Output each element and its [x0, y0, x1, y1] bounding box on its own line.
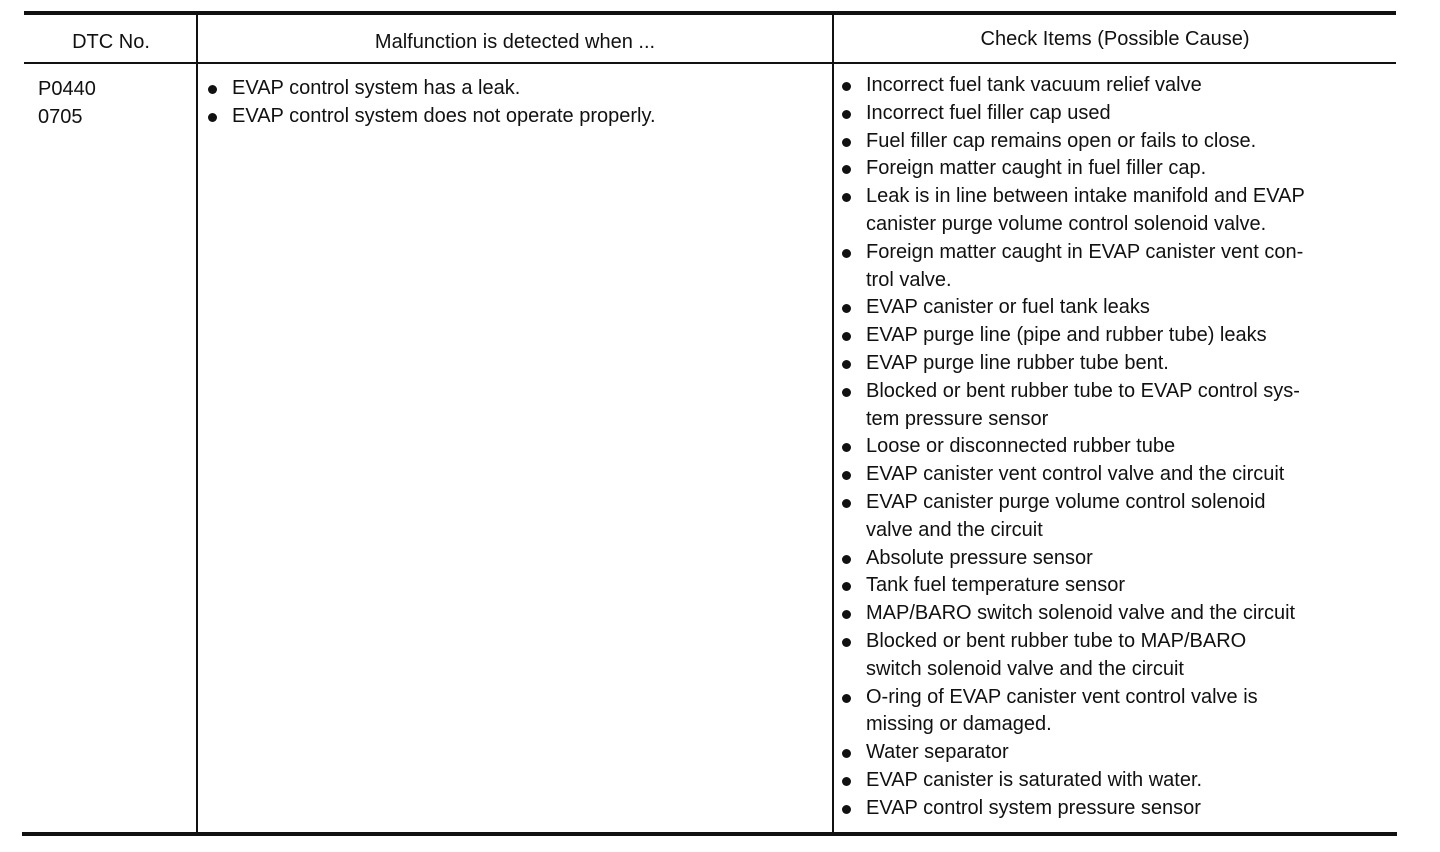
check-item [842, 572, 1387, 600]
check-item-text: Incorrect fuel filler cap used [866, 101, 1111, 124]
check-item-text: Tank fuel temperature sensor [866, 574, 1126, 597]
check-item-text: O-ring of EVAP canister vent control valve is [866, 685, 1258, 708]
check-item-text: EVAP purge line rubber tube bent. [866, 351, 1169, 374]
bullet-icon [842, 138, 851, 147]
bullet-icon [842, 555, 851, 564]
check-item [842, 433, 1387, 461]
check-item [842, 684, 1387, 740]
check-item [842, 322, 1387, 350]
bullet-icon [842, 610, 851, 619]
check-item-text: EVAP control system pressure sensor [866, 796, 1201, 819]
check-item [842, 378, 1387, 434]
header-malfunction: Malfunction is detected when ... [374, 31, 656, 53]
check-item-text: Loose or disconnected rubber tube [866, 435, 1176, 458]
check-item [842, 600, 1387, 628]
check-item-text: EVAP canister vent control valve and the circuit [866, 463, 1285, 486]
check-item [842, 239, 1387, 295]
bullet-icon [842, 694, 851, 703]
check-item-text: EVAP purge line (pipe and rubber tube) leaks [866, 324, 1267, 347]
check-item-text: Incorrect fuel tank vacuum relief valve [866, 74, 1202, 96]
bullet-icon [842, 82, 851, 91]
bullet-icon [842, 360, 851, 369]
bullet-icon [842, 582, 851, 591]
header-check-items: Check Items (Possible Cause) [980, 28, 1250, 50]
bullet-icon [842, 110, 851, 119]
check-item [842, 767, 1387, 795]
malfunction-item [208, 103, 818, 131]
check-item-text: Blocked or bent rubber tube to EVAP control sys- [866, 379, 1300, 402]
header-dtc-no: DTC No. [72, 31, 150, 53]
bullet-icon [842, 193, 851, 202]
check-item [842, 350, 1387, 378]
check-item [842, 739, 1387, 767]
check-item [842, 545, 1387, 573]
check-item-text: MAP/BARO switch solenoid valve and the circuit [866, 602, 1296, 625]
bullet-icon [842, 388, 851, 397]
check-item [842, 72, 1387, 100]
bullet-icon [842, 249, 851, 258]
malfunction-list [208, 75, 818, 131]
check-item-text: EVAP canister is saturated with water. [866, 768, 1203, 791]
bullet-icon [842, 499, 851, 508]
check-item [842, 489, 1387, 545]
check-item [842, 461, 1387, 489]
bullet-icon [842, 749, 851, 758]
malfunction-item [208, 75, 818, 103]
bullet-icon [842, 471, 851, 480]
bullet-icon [842, 638, 851, 647]
bullet-icon [208, 85, 217, 94]
column-divider-1 [196, 14, 198, 834]
check-item [842, 128, 1387, 156]
check-items-list [842, 72, 1387, 823]
bullet-icon [842, 304, 851, 313]
check-item-text: Leak is in line between intake manifold and EVAP [866, 185, 1305, 208]
check-item-text: tem pressure sensor [866, 407, 1049, 430]
check-item [842, 294, 1387, 322]
bullet-icon [842, 805, 851, 814]
check-item-text: EVAP canister purge volume control solenoid [866, 490, 1266, 513]
check-item-text: trol valve. [866, 268, 952, 291]
bullet-icon [842, 443, 851, 452]
check-item [842, 183, 1387, 239]
check-item [842, 628, 1387, 684]
check-item [842, 155, 1387, 183]
bullet-icon [842, 165, 851, 174]
check-item-text: Foreign matter caught in fuel filler cap. [866, 157, 1207, 180]
bullet-icon [842, 332, 851, 341]
header-divider-rule [24, 62, 1396, 64]
malfunction-item-text: EVAP control system does not operate properly. [232, 104, 656, 127]
check-item-text: Blocked or bent rubber tube to MAP/BARO [866, 629, 1247, 652]
check-item-text: switch solenoid valve and the circuit [866, 657, 1184, 680]
column-divider-2 [832, 14, 834, 834]
malfunction-item-text: EVAP control system has a leak. [232, 77, 521, 99]
check-item-text: Absolute pressure sensor [866, 546, 1093, 569]
check-item-text: Water separator [866, 741, 1009, 764]
check-item-text: EVAP canister or fuel tank leaks [866, 296, 1150, 319]
check-item [842, 100, 1387, 128]
bullet-icon [208, 113, 217, 122]
check-item-text: Foreign matter caught in EVAP canister vent con- [866, 240, 1304, 263]
bullet-icon [842, 777, 851, 786]
check-item-text: valve and the circuit [866, 518, 1043, 541]
check-item-text: missing or damaged. [866, 713, 1052, 736]
check-item-text: Fuel filler cap remains open or fails to close. [866, 129, 1257, 152]
table-top-rule [24, 11, 1396, 15]
check-item [842, 795, 1387, 823]
dtc-code-primary: P0440 [38, 78, 96, 100]
dtc-code-secondary: 0705 [38, 106, 83, 128]
table-bottom-rule [22, 832, 1397, 836]
check-item-text: canister purge volume control solenoid valve. [866, 212, 1267, 235]
